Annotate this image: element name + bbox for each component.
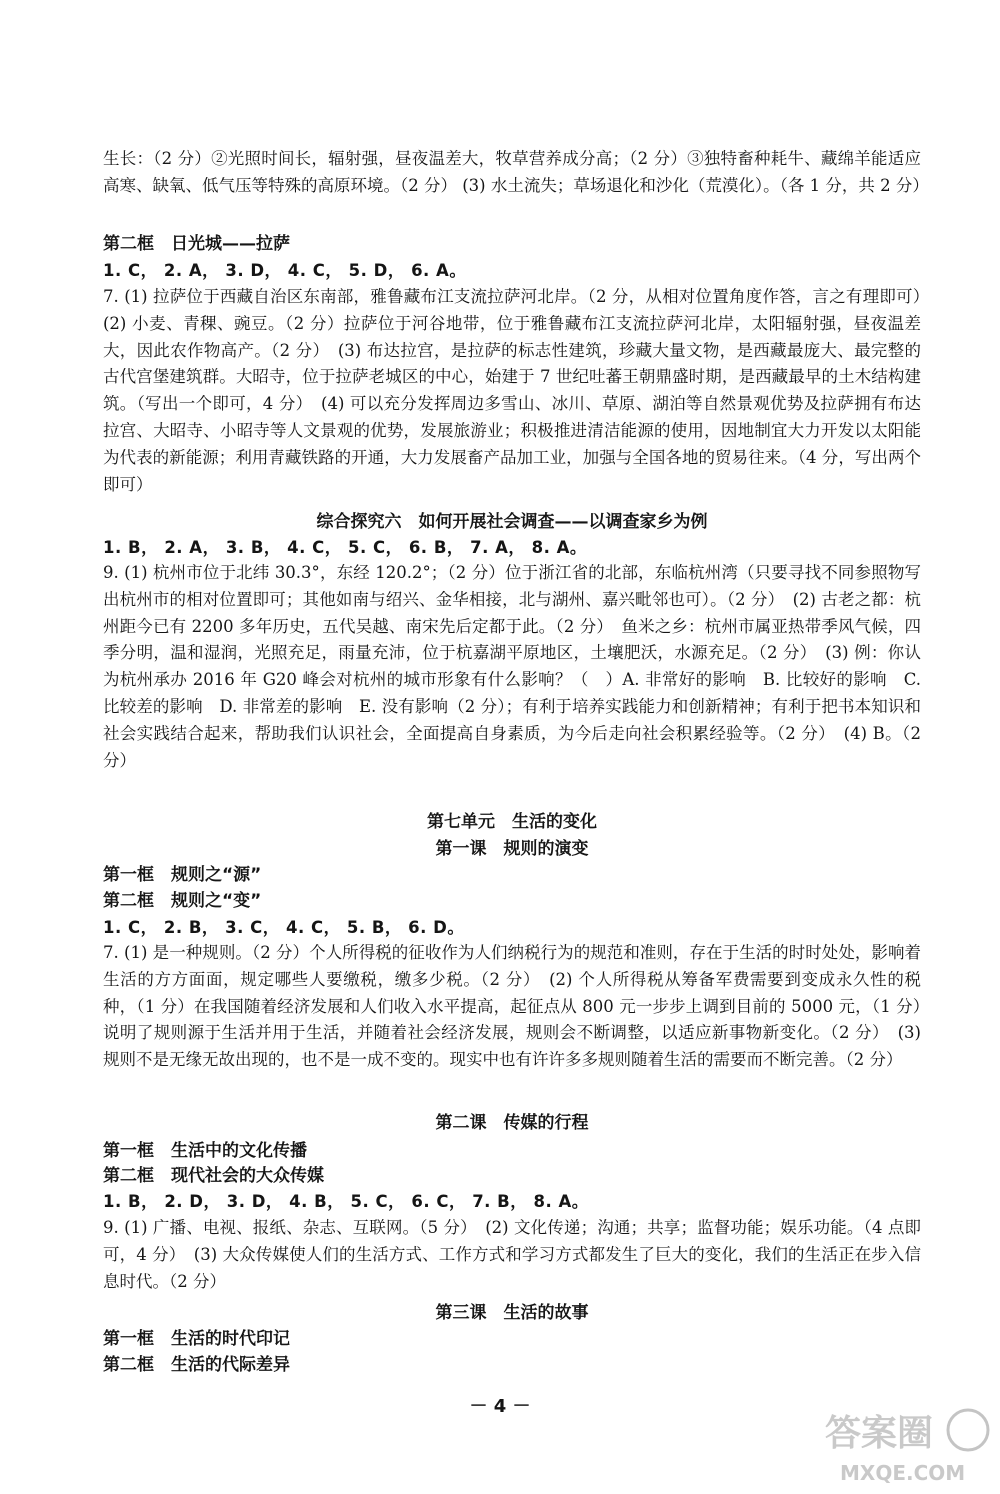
section-heading-rule-source: 第一框 规则之“源” [103, 865, 262, 885]
watermark-url-text: MXQE.COM [840, 1461, 966, 1485]
section-heading-era: 第一框 生活的时代印记 [103, 1329, 290, 1349]
section-heading-culture: 第一框 生活中的文化传播 [103, 1141, 307, 1161]
lesson-3-heading: 第三课 生活的故事 [435, 1303, 589, 1323]
lesson-1-heading: 第一课 规则的演变 [435, 839, 589, 859]
section-heading-explore-6: 综合探究六 如何开展社会调查——以调查家乡为例 [316, 512, 708, 532]
lesson-2-heading: 第二课 传媒的行程 [435, 1113, 589, 1133]
rule-question-7: 7. (1) 是一种规则。（2 分）个人所得税的征收作为人们纳税行为的规范和准则，存在于生活的时时处处，影响着生活的方方面面，规定哪些人要缴税，缴多少税。（2 分） (2) 个人所得税从筹备军费需要到变成永久性的税种，（1 分）在我国随着经济发展和人们收入水平提高，起征点从 800 元一步步上调到目前的 5000 元，（1 分）说明了规则源于生活并用于生活，并随着社会经济发展，规则会不断调整，以适应新事物新变化。（2 分） (3) 规则不是无缘无故出现的，也不是一成不变的。现实中也有许许多多规则随着生活的需要而不断完善。（2 分） [103, 943, 921, 1070]
answer-list-media: 1. B， 2. D， 3. D， 4. B， 5. C， 6. C， 7. B， 8. A。 [103, 1192, 589, 1211]
media-question-9: 9. (1) 广播、电视、报纸、杂志、互联网。（5 分） (2) 文化传递；沟通；共享；监督功能；娱乐功能。（4 点即可，4 分） (3) 大众传媒使人们的生活方式、工作方式和学习方式都发生了巨大的变化，我们的生活正在步入信息时代。（2 分） [103, 1218, 921, 1291]
section-heading-mass-media: 第二框 现代社会的大众传媒 [103, 1166, 324, 1186]
intro-paragraph: 生长：（2 分）②光照时间长，辐射强，昼夜温差大，牧草营养成分高；（2 分）③独特畜种耗牛、藏绵羊能适应高寒、缺氧、低气压等特殊的高原环境。（2 分） (3) 水土流失；草场退化和沙化（荒漠化）。（各 1 分，共 2 分） [103, 149, 929, 195]
answer-list-explore-6: 1. B， 2. A， 3. B， 4. C， 5. C， 6. B， 7. A， 8. A。 [103, 538, 587, 557]
answer-list-lasa: 1. C， 2. A， 3. D， 4. C， 5. D， 6. A。 [103, 261, 467, 280]
watermark-logo-text: 答案圈 [825, 1413, 934, 1454]
answer-list-rule: 1. C， 2. B， 3. C， 4. C， 5. B， 6. D。 [103, 918, 465, 937]
watermark-circle-icon [948, 1410, 988, 1450]
unit-7-heading: 第七单元 生活的变化 [427, 812, 597, 832]
watermark-logo [820, 1400, 995, 1490]
section-heading-rule-change: 第二框 规则之“变” [103, 891, 262, 911]
explore-question-9: 9. (1) 杭州市位于北纬 30.3°，东经 120.2°；（2 分）位于浙江省的北部，东临杭州湾（只要寻找不同参照物写出杭州市的相对位置即可；其他如南与绍兴、金华相接，北与湖州、嘉兴毗邻也可）。（2 分） (2) 古老之都：杭州距今已有 2200 多年历史，五代吴越、南宋先后定都于此。（2 分） 鱼米之乡：杭州市属亚热带季风气候，四季分明，温和湿润，光照充足，雨量充沛，位于杭嘉湖平原地区，土壤肥沃，水源充足。（2 分） (3) 例：你认为杭州承办 2016 年 G20 峰会对杭州的城市形象有什么影响？（ ）A. 非常好的影响 B. 比较好的影响 C. 比较差的影响 D. 非常差的影响 E. 没有影响（2 分）；有利于培养实践能力和创新精神；有利于把书本知识和社会实践结合起来，帮助我们认识社会，全面提高自身素质，为今后走向社会积累经验等。（2 分） (4) B。（2 分） [103, 563, 921, 770]
section-heading-lasa: 第二框 日光城——拉萨 [103, 234, 290, 254]
section-heading-generation: 第二框 生活的代际差异 [103, 1355, 290, 1375]
lasa-question-7: 7. (1) 拉萨位于西藏自治区东南部，雅鲁藏布江支流拉萨河北岸。（2 分，从相对位置角度作答，言之有理即可） (2) 小麦、青稞、豌豆。（2 分）拉萨位于河谷地带，位于雅鲁藏布江支流拉萨河北岸，太阳辐射强，昼夜温差大，因此农作物高产。（2 分） (3) 布达拉宫，是拉萨的标志性建筑，珍藏大量文物，是西藏最庞大、最完整的古代宫堡建筑群。大昭寺，位于拉萨老城区的中心，始建于 7 世纪吐蕃王朝鼎盛时期，是西藏最早的土木结构建筑。（写出一个即可，4 分） (4) 可以充分发挥周边多雪山、冰川、草原、湖泊等自然景观优势及拉萨拥有布达拉宫、大昭寺、小昭寺等人文景观的优势，发展旅游业；积极推进清洁能源的使用，因地制宜大力开发以太阳能为代表的新能源；利用青藏铁路的开通，大力发展畜产品加工业，加强与全国各地的贸易往来。（4 分，写出两个即可） [103, 287, 938, 494]
page-number: － 4 － [469, 1396, 531, 1417]
